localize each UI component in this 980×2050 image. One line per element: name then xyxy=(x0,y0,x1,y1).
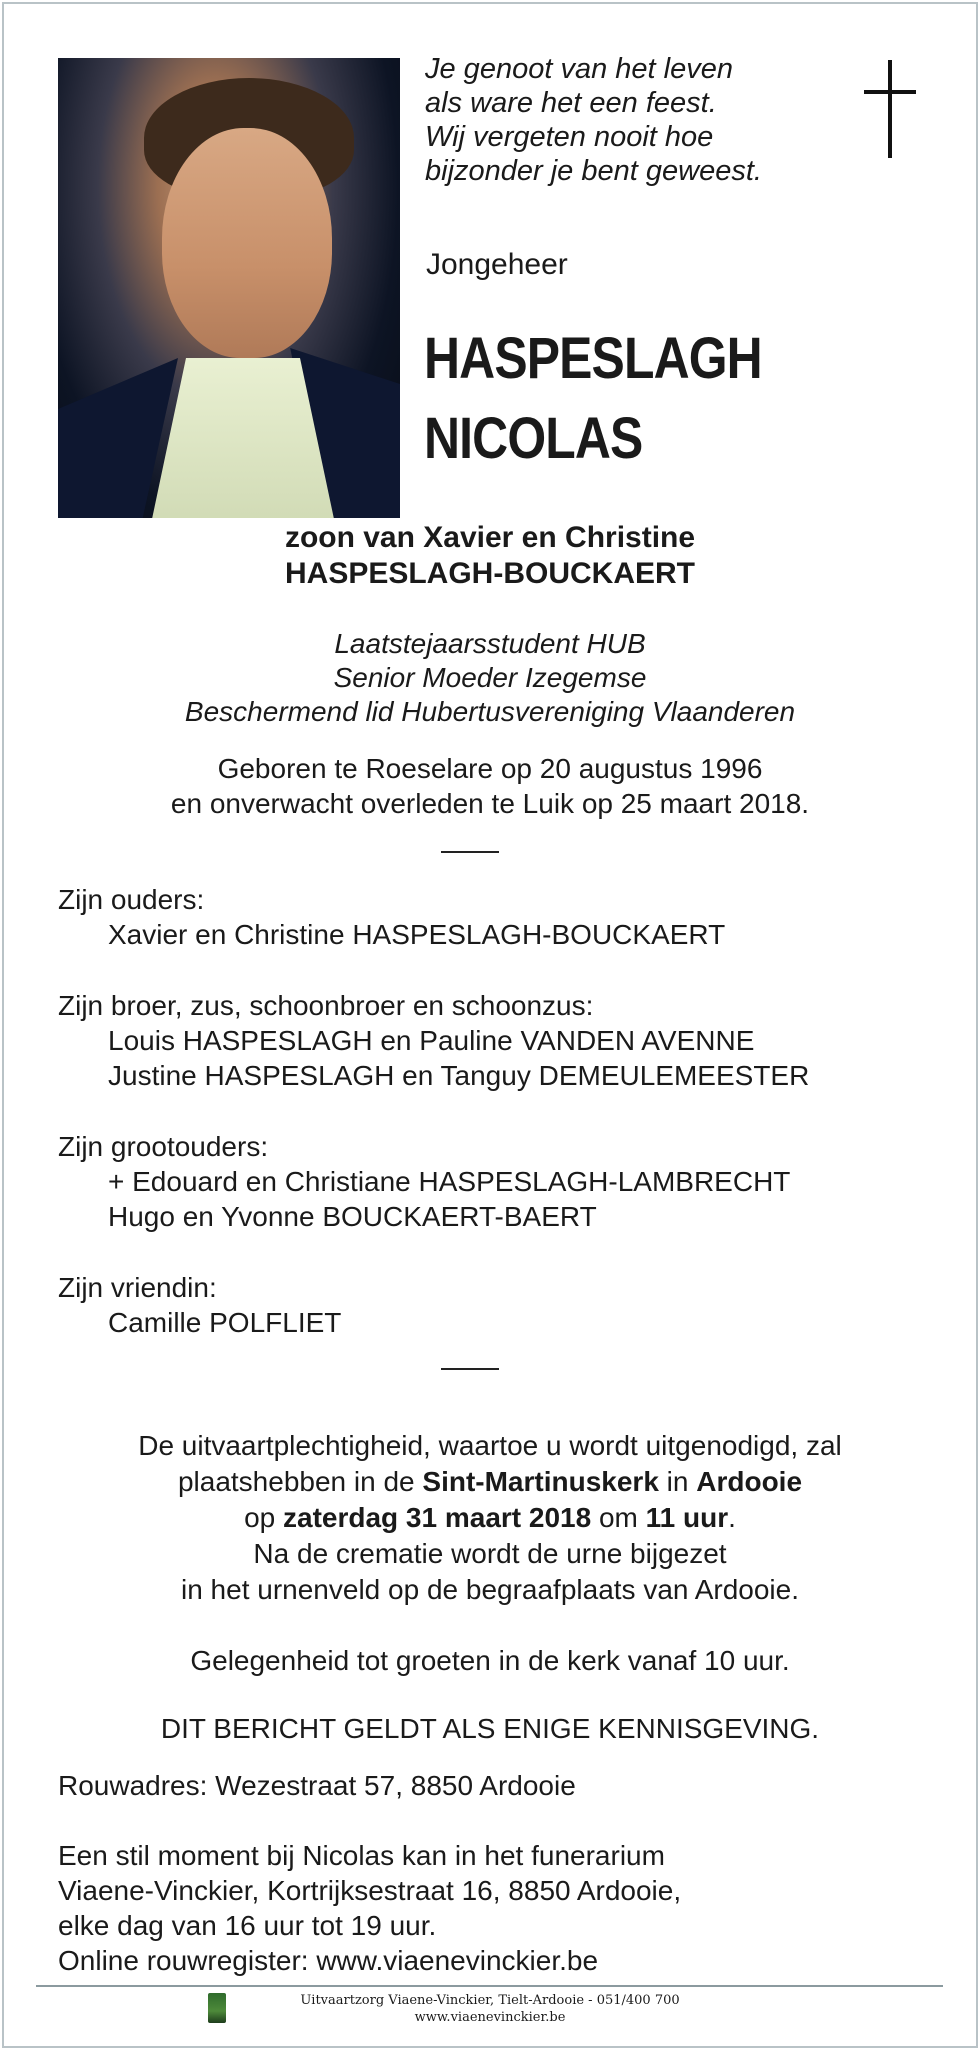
ceremony xyxy=(0,1428,980,1608)
notice-line: DIT BERICHT GELDT ALS ENIGE KENNISGEVING. xyxy=(160,1713,820,1744)
footer-website: www.viaenevinckier.be xyxy=(414,2010,566,2025)
divider xyxy=(441,851,499,853)
family-name: Camille POLFLIET xyxy=(108,1307,342,1338)
funerarium-info xyxy=(58,1838,681,1978)
funerarium-line: Een stil moment bij Nicolas kan in het funerarium xyxy=(58,1840,665,1871)
footer-divider xyxy=(36,1985,943,1987)
church-name: Sint-Martinuskerk xyxy=(422,1466,659,1497)
ceremony-line: De uitvaartplechtigheid, waartoe u wordt uitgenodigd, zal xyxy=(138,1430,842,1461)
family-heading: Zijn grootouders: xyxy=(58,1131,269,1162)
town-name: Ardooie xyxy=(696,1466,803,1497)
title-prefix: Jongeheer xyxy=(426,248,568,281)
birth-line: Geboren te Roeselare op 20 augustus 1996 xyxy=(217,753,763,784)
dates xyxy=(0,751,980,821)
ceremony-line: plaatshebben in de Sint-Martinuskerk in Ardooie xyxy=(177,1466,803,1497)
poem-line: Je genoot van het leven xyxy=(425,53,733,85)
footer-company: Uitvaartzorg Viaene-Vinckier, Tielt-Ardooie - 051/400 700 xyxy=(300,1993,680,2008)
role: Laatstejaarsstudent HUB xyxy=(334,628,646,659)
poem-line: Wij vergeten nooit hoe xyxy=(425,121,714,153)
family-parents xyxy=(58,882,958,952)
family-siblings xyxy=(58,988,958,1093)
family-name: Hugo en Yvonne BOUCKAERT-BAERT xyxy=(108,1201,597,1232)
funerarium-line: Viaene-Vinckier, Kortrijksestraat 16, 8850 Ardooie, xyxy=(58,1875,682,1906)
ceremony-time: 11 uur xyxy=(645,1502,729,1533)
family-name: + Edouard en Christiane HASPESLAGH-LAMBRECHT xyxy=(108,1166,791,1197)
poem-line: bijzonder je bent geweest. xyxy=(425,155,762,187)
roles xyxy=(0,627,980,729)
firstname: NICOLAS xyxy=(424,406,643,471)
divider xyxy=(441,1368,499,1370)
son-of-line: zoon van Xavier en Christine xyxy=(284,521,696,554)
cross-icon xyxy=(860,60,920,160)
surname: HASPESLAGH xyxy=(424,326,762,391)
online-register-line: Online rouwregister: www.viaenevinckier.be xyxy=(58,1945,599,1976)
ceremony-line: Na de crematie wordt de urne bijgezet xyxy=(253,1538,727,1569)
mourning-address: Rouwadres: Wezestraat 57, 8850 Ardooie xyxy=(58,1770,576,1801)
family-name: Louis HASPESLAGH en Pauline VANDEN AVENNE xyxy=(108,1025,755,1056)
family-name: Justine HASPESLAGH en Tanguy DEMEULEMEESTER xyxy=(108,1060,810,1091)
family-heading: Zijn broer, zus, schoonbroer en schoonzus: xyxy=(58,990,594,1021)
family-name: Xavier en Christine HASPESLAGH-BOUCKAERT xyxy=(108,919,726,950)
family-heading: Zijn vriendin: xyxy=(58,1272,217,1303)
family-heading: Zijn ouders: xyxy=(58,884,205,915)
family-grandparents xyxy=(58,1129,958,1234)
family-girlfriend xyxy=(58,1270,958,1340)
ceremony-date: zaterdag 31 maart 2018 xyxy=(283,1502,592,1533)
role: Beschermend lid Hubertusvereniging Vlaanderen xyxy=(184,696,796,727)
son-of-family-name: HASPESLAGH-BOUCKAERT xyxy=(284,557,695,590)
funerarium-line: elke dag van 16 uur tot 19 uur. xyxy=(58,1910,437,1941)
ceremony-line: op zaterdag 31 maart 2018 om 11 uur. xyxy=(244,1502,736,1533)
ceremony-line: in het urnenveld op de begraafplaats van Ardooie. xyxy=(180,1574,799,1605)
poem-line: als ware het een feest. xyxy=(425,87,717,119)
death-line: en onverwacht overleden te Luik op 25 maart 2018. xyxy=(170,788,810,819)
greeting-line: Gelegenheid tot groeten in de kerk vanaf 10 uur. xyxy=(190,1645,790,1676)
footer xyxy=(0,1992,980,2026)
portrait-photo xyxy=(58,58,400,518)
parents-line xyxy=(0,520,980,592)
role: Senior Moeder Izegemse xyxy=(333,662,647,693)
poem xyxy=(425,52,845,188)
